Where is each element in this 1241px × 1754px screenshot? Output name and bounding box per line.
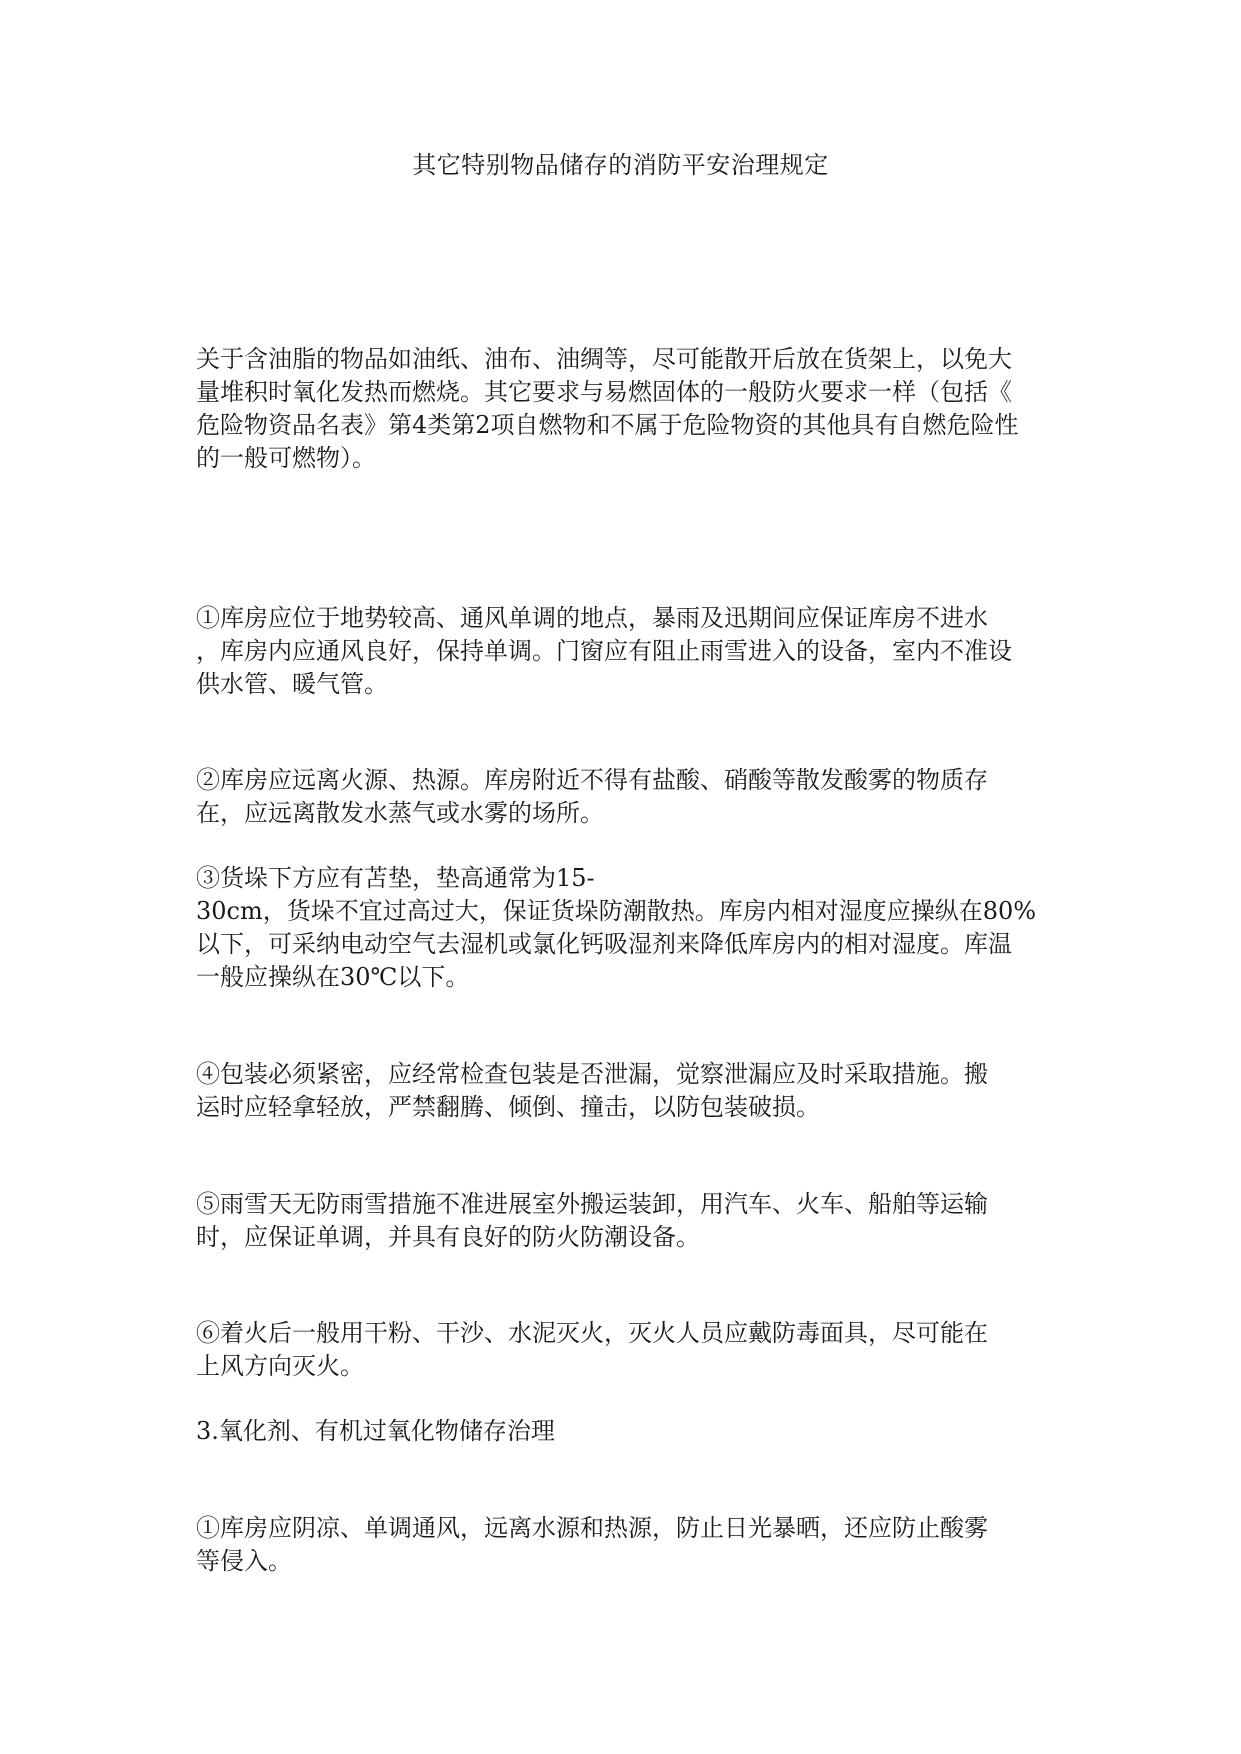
paragraph-line: ①库房应位于地势较高、通风单调的地点，暴雨及迅期间应保证库房不进水 xyxy=(196,604,988,632)
section-3-heading xyxy=(196,1415,1056,1448)
item-1-paragraph xyxy=(196,602,1056,701)
paragraph-line: ④包装必须紧密，应经常检查包装是否泄漏，觉察泄漏应及时采取措施。搬 xyxy=(196,1060,988,1088)
item-4-paragraph xyxy=(196,1058,1056,1124)
paragraph-line: ，库房内应通风良好，保持单调。门窗应有阻止雨雪进入的设备，室内不准设 xyxy=(196,637,1012,665)
paragraph-line: 的一般可燃物）。 xyxy=(196,444,376,472)
paragraph-line: 量堆积时氧化发热而燃烧。其它要求与易燃固体的一般防火要求一样（包括《 xyxy=(196,378,1012,406)
paragraph-line: 在，应远离散发水蒸气或水雾的场所。 xyxy=(196,799,604,827)
paragraph-line: 30cm，货垛不宜过高过大，保证货垛防潮散热。库房内相对湿度应操纵在80% xyxy=(196,897,1037,925)
paragraph-line: ①库房应阴凉、单调通风，远离水源和热源，防止日光暴晒，还应防止酸雾 xyxy=(196,1514,988,1542)
paragraph-line: 以下，可采纳电动空气去湿机或氯化钙吸湿剂来降低库房内的相对湿度。库温 xyxy=(196,930,1012,958)
paragraph-line: 供水管、暖气管。 xyxy=(196,670,388,698)
paragraph-line: 关于含油脂的物品如油纸、油布、油绸等，尽可能散开后放在货架上，以免大 xyxy=(196,345,1012,373)
item-2-paragraph xyxy=(196,764,1056,830)
paragraph-line: 危险物资品名表》第4类第2项自燃物和不属于危险物资的其他具有自燃危险性 xyxy=(196,411,1019,439)
section-heading-text: 3.氧化剂、有机过氧化物储存治理 xyxy=(196,1417,555,1445)
item-6-paragraph xyxy=(196,1317,1056,1383)
paragraph-line: 运时应轻拿轻放，严禁翻腾、倾倒、撞击，以防包装破损。 xyxy=(196,1093,820,1121)
paragraph-line: 等侵入。 xyxy=(196,1547,292,1575)
intro-paragraph xyxy=(196,343,1056,475)
paragraph-line: ⑥着火后一般用干粉、干沙、水泥灭火，灭火人员应戴防毒面具，尽可能在 xyxy=(196,1319,988,1347)
section-3-item-1-paragraph xyxy=(196,1512,1056,1578)
paragraph-line: ②库房应远离火源、热源。库房附近不得有盐酸、硝酸等散发酸雾的物质存 xyxy=(196,766,988,794)
item-5-paragraph xyxy=(196,1188,1056,1254)
item-3-paragraph xyxy=(196,862,1056,994)
document-title: 其它特别物品储存的消防平安治理规定 xyxy=(412,151,829,179)
paragraph-line: 一般应操纵在30℃以下。 xyxy=(196,963,470,991)
paragraph-line: 时，应保证单调，并具有良好的防火防潮设备。 xyxy=(196,1223,700,1251)
paragraph-line: 上风方向灭火。 xyxy=(196,1352,364,1380)
paragraph-line: ③货垛下方应有苫垫，垫高通常为15- xyxy=(196,864,595,892)
paragraph-line: ⑤雨雪天无防雨雪措施不准进展室外搬运装卸，用汽车、火车、船舶等运输 xyxy=(196,1190,988,1218)
